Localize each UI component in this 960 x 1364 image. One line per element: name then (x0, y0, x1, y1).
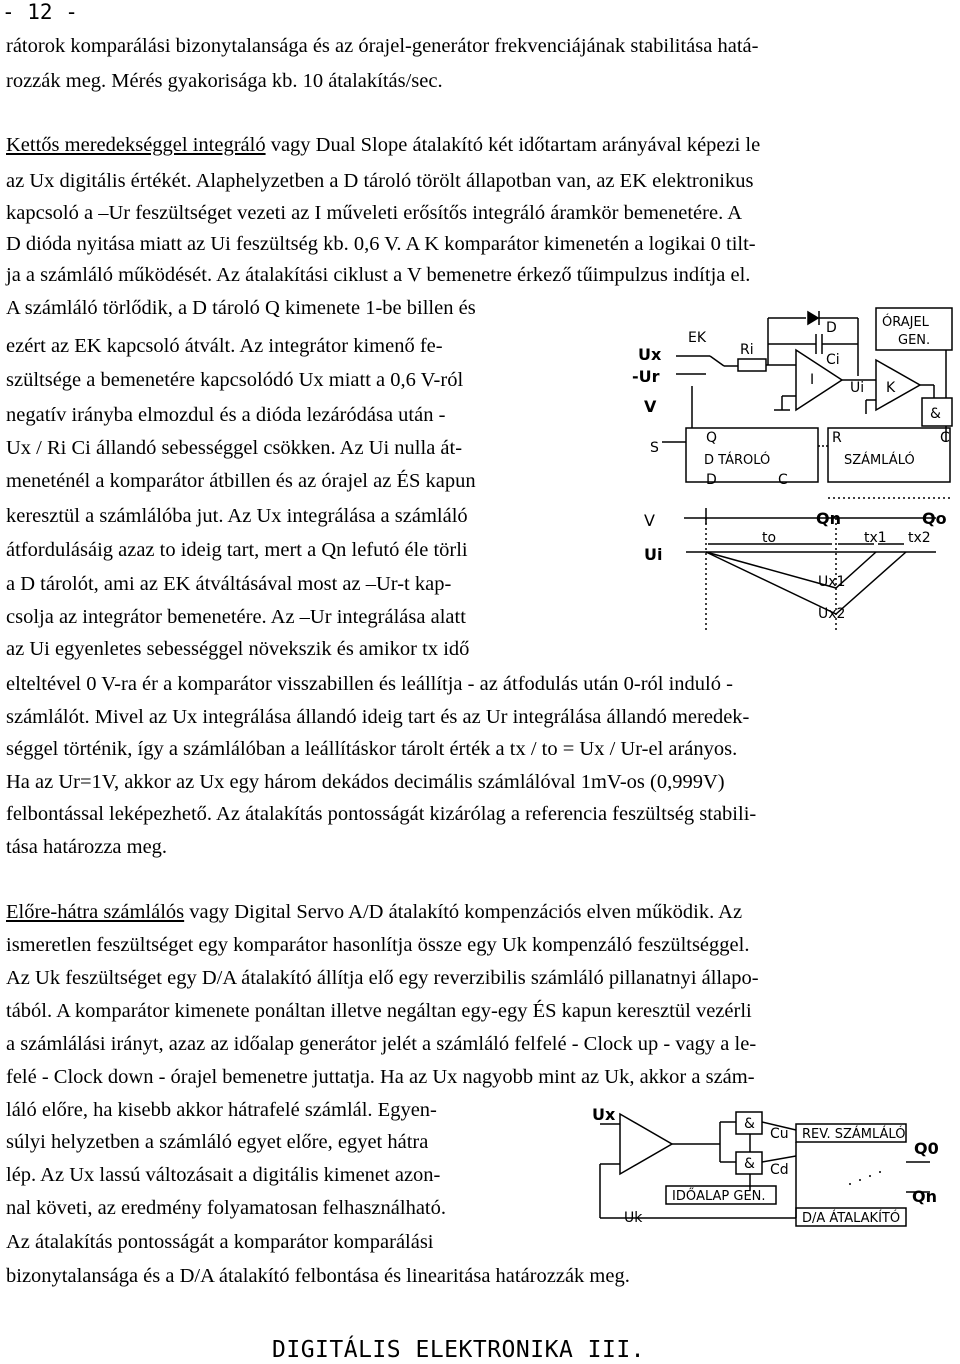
text-line: séggel történik, így a számlálóban a leállításkor tárolt érték a tx / to = Ux / Ur-el arányos. (6, 738, 738, 760)
label-ri: Ri (740, 342, 754, 358)
label-idoalap: IDŐALAP GEN. (672, 1189, 766, 1204)
label-and-up: & (744, 1116, 755, 1132)
label-ui: Ui (644, 545, 663, 564)
text-line: szültsége a bemenetére kapcsolódó Ux miatt a 0,6 V-ról (6, 369, 464, 391)
text-line: meneténél a komparátor átbillen és az órajel az ÉS kapun (6, 470, 476, 492)
label-minus-ur: -Ur (632, 367, 660, 386)
text-line: az Ux digitális értékét. Alaphelyzetben a D tároló törölt állapotban van, az EK elektronikus (6, 170, 754, 192)
label-dff-c: C (778, 472, 788, 488)
label-orajel: ÓRAJEL (882, 315, 929, 330)
label-ek: EK (688, 330, 707, 346)
text-line: Ha az Ur=1V, akkor az Ux egy három dekádos decimális számlálóval 1mV-os (0,999V) (6, 771, 725, 793)
text-line: D dióda nyitása miatt az Ui feszültség kb. 0,6 V. A K komparátor kimenetén a logikai 0 tilt- (6, 233, 756, 255)
text-line: keresztül a számlálóba jut. Az Ux integrálása a számláló (6, 505, 468, 527)
text-line (6, 134, 760, 157)
up-down-counter-block-diagram (590, 1102, 952, 1230)
label-qn: Qn (816, 509, 841, 528)
text-line: rátorok komparálási bizonytalansága és az órajel-generátor frekvenciájának stabilitása hatá- (6, 35, 759, 57)
label-tx1: tx1 (864, 530, 887, 546)
label-cd: Cd (770, 1162, 789, 1178)
label-uk: Uk (624, 1210, 643, 1226)
label-rev-szamlalo: REV. SZÁMLÁLÓ (802, 1127, 906, 1142)
text-line: Az átalakítás pontosságát a komparátor komparálási (6, 1231, 434, 1253)
label-ux: Ux (638, 345, 662, 364)
text-span: vagy Dual Slope átalakító két időtartam arányával képezi le (265, 134, 761, 156)
label-k: K (886, 380, 896, 396)
label-gen: GEN. (898, 333, 931, 348)
label-qn: Qn (912, 1187, 937, 1206)
page-number: - 12 - (2, 0, 78, 24)
text-line: az Ui egyenletes sebességgel növekszik és amikor tx idő (6, 638, 470, 660)
text-line: felé - Clock down - órajel bemenetre juttatja. Ha az Ux nagyobb mint az Uk, akkor a szám- (6, 1066, 755, 1088)
text-line: Az Uk feszültséget egy D/A átalakító állítja elő egy reverzibilis számláló pillanatnyi állapo- (6, 967, 759, 989)
text-line: kapcsoló a –Ur feszültséget vezeti az I műveleti erősítős integráló áramkör bemenetére. A (6, 202, 742, 224)
text-line: tából. A komparátor kimenete ponáltan illetve negáltan egy-egy ÉS kapun keresztül vezérli (6, 1000, 752, 1022)
text-line: súlyi helyzetben a számláló egyet előre, egyet hátra (6, 1131, 429, 1153)
label-v: V (644, 397, 657, 416)
text-line: rozzák meg. Mérés gyakorisága kb. 10 átalakítás/sec. (6, 70, 443, 92)
label-v: V (644, 511, 655, 530)
text-line: csolja az integrátor bemenetére. Az –Ur integrálása alatt (6, 606, 466, 628)
text-line: nal követi, az eredmény folyamatosan felhasználható. (6, 1197, 446, 1219)
label-s: S (650, 440, 659, 456)
text-line: átfordulásáig azaz to ideig tart, mert a Qn lefutó éle törli (6, 539, 468, 561)
label-da: D/A ÁTALAKÍTÓ (802, 1211, 901, 1226)
label-dff-d: D (706, 472, 717, 488)
label-q: Q (706, 430, 718, 446)
text-line: ismeretlen feszültséget egy komparátor hasonlítja össze egy Uk kompenzáló feszültséggel. (6, 934, 750, 956)
label-q0: Q0 (914, 1139, 939, 1158)
text-line: Ux / Ri Ci állandó sebességgel csökken. Az Ui nulla át- (6, 437, 463, 459)
text-line: a számlálási irányt, azaz az időalap generátor jelét a számláló felfelé - Clock up - vagy a le- (6, 1033, 757, 1055)
label-d-tarolo: D TÁROLÓ (704, 453, 771, 468)
text-line: a D tárolót, ami az EK átváltásával most az –Ur-t kap- (6, 573, 452, 595)
text-line: számlálót. Mivel az Ux integrálása állandó ideig tart és az Ur integrálása állandó meredek- (6, 706, 750, 728)
label-i: I (810, 372, 815, 388)
text-line: ja a számláló működését. Az átalakítási ciklust a V bemenetre érkező tűimpulzus indítja el. (6, 264, 751, 286)
text-line: tása határozza meg. (6, 836, 168, 858)
text-line: lép. Az Ux lassú változásait a digitális kimenet azon- (6, 1164, 441, 1186)
label-ci: Ci (826, 352, 840, 368)
label-szamlalo: SZÁMLÁLÓ (844, 453, 915, 468)
label-qo: Qo (922, 509, 947, 528)
label-ui: Ui (850, 380, 865, 396)
text-span: vagy Digital Servo A/D átalakító kompenzációs elven működik. Az (184, 901, 743, 923)
dual-slope-block-diagram (628, 306, 958, 502)
text-line: A számláló törlődik, a D tároló Q kimenete 1-be billen és (6, 297, 476, 319)
footer-title: DIGITÁLIS ELEKTRONIKA III. (272, 1337, 646, 1363)
text-line: felbontással leképezhető. Az átalakítás pontosságát kizárólag a referencia feszültség stabili- (6, 803, 757, 825)
label-ux1: Ux1 (818, 574, 846, 590)
label-cu: Cu (770, 1126, 789, 1142)
text-line (6, 901, 742, 924)
label-diode-d: D (826, 320, 837, 336)
label-ux: Ux (592, 1105, 616, 1124)
label-and: & (930, 406, 941, 422)
label-to: to (762, 530, 777, 546)
text-line: bizonytalansága és a D/A átalakító felbontása és linearitása határozzák meg. (6, 1265, 630, 1287)
text-line: elteltével 0 V-ra ér a komparátor visszabillen és leállítja - az átfodulás után 0-ról induló - (6, 673, 733, 695)
term-dual-slope: Kettős meredekséggel integráló (6, 134, 266, 156)
term-up-down-counter: Előre-hátra számlálós (6, 901, 185, 923)
label-r: R (832, 430, 842, 446)
text-line: láló előre, ha kisebb akkor hátrafelé számlál. Egyen- (6, 1099, 437, 1121)
dual-slope-timing-diagram (636, 502, 958, 630)
label-counter-c: C (940, 430, 950, 446)
label-ux2: Ux2 (818, 606, 846, 622)
label-and-down: & (744, 1156, 755, 1172)
text-line: ezért az EK kapcsoló átvált. Az integrátor kimenő fe- (6, 335, 443, 357)
label-tx2: tx2 (908, 530, 931, 546)
text-line: negatív irányba elmozdul és a dióda lezáródása után - (6, 404, 446, 426)
